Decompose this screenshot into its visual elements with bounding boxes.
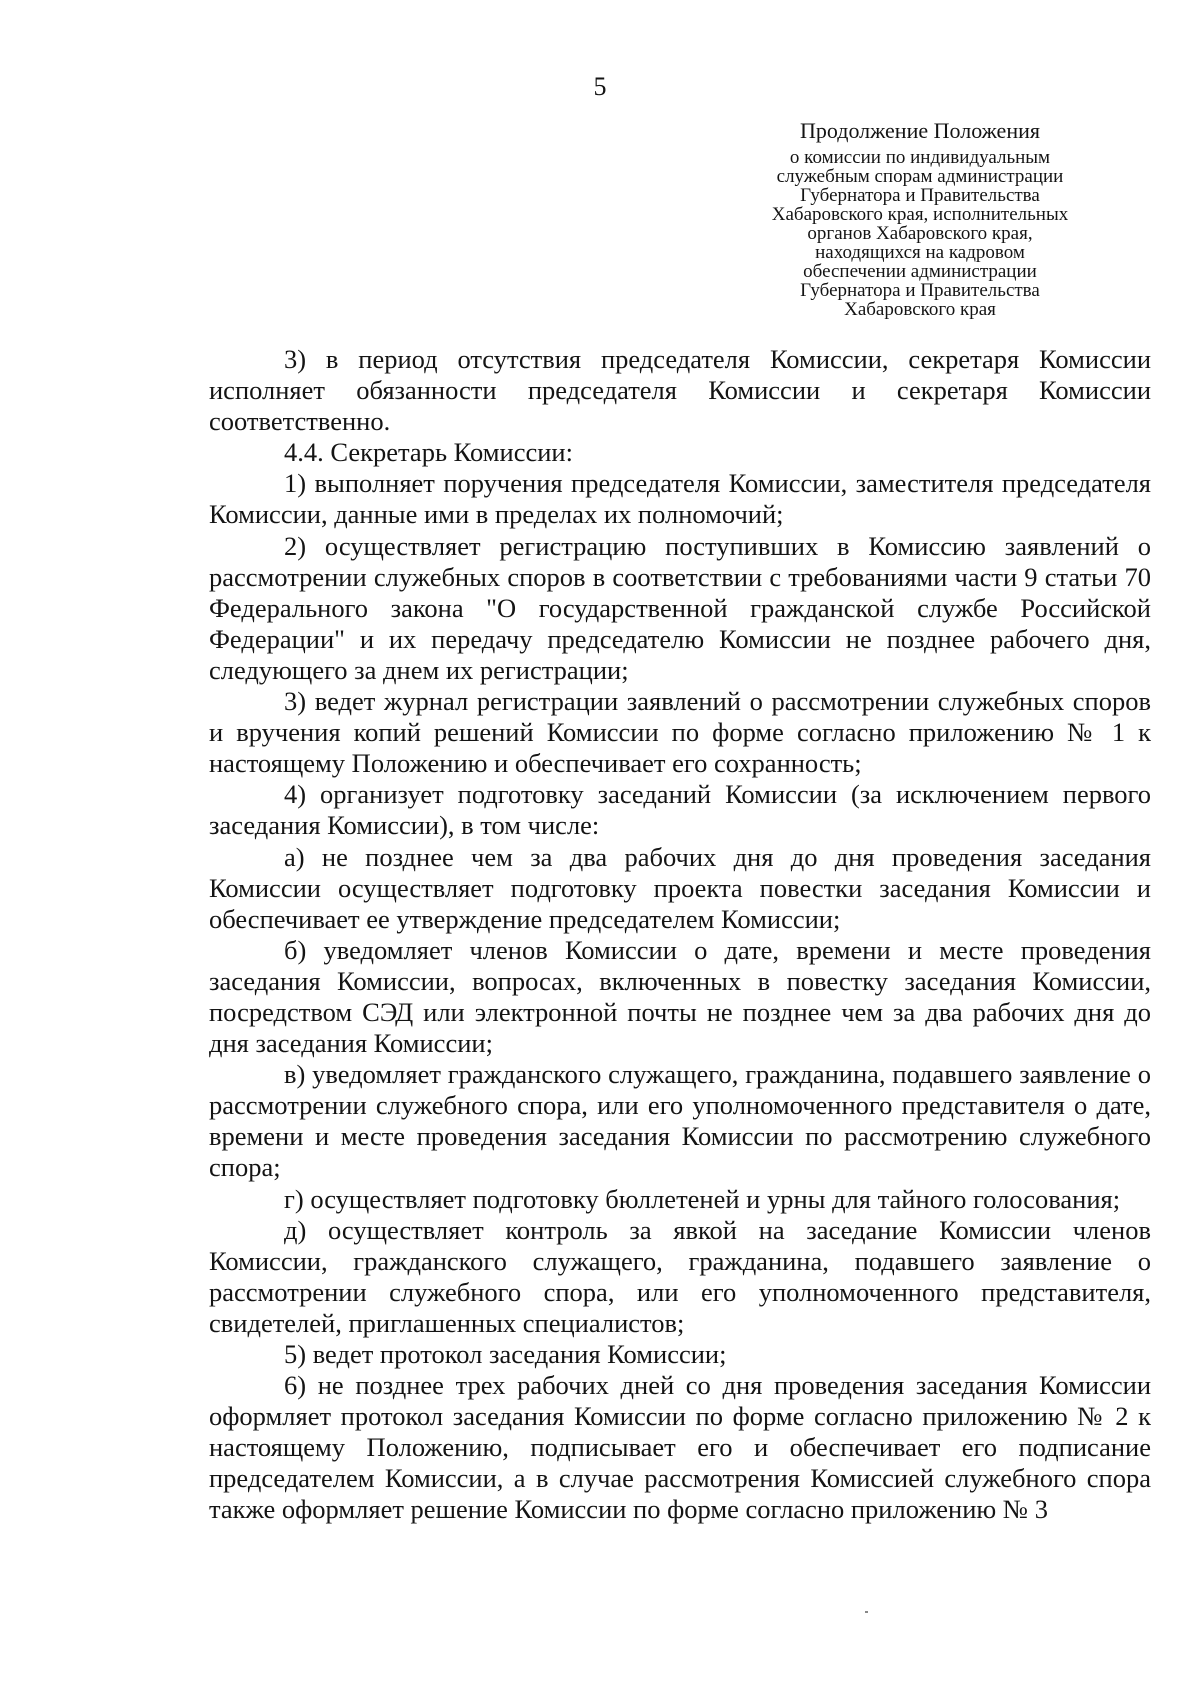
paragraph-subitem-v: в) уведомляет гражданского служащего, гражданина, подавшего заявление о рассмотрении служебного спора, или его уполномоченного представителя о дате, времени и месте проведения заседания Комиссии по рассмотрению служебного спора; <box>209 1059 1151 1183</box>
header-line: Хабаровского края, исполнительных <box>771 204 1069 225</box>
paragraph-item-1: 1) выполняет поручения председателя Комиссии, заместителя председателя Комиссии, данные ими в пределах их полномочий; <box>209 468 1151 530</box>
page-number: 5 <box>593 72 607 101</box>
paragraph-item-4: 4) организует подготовку заседаний Комиссии (за исключением первого заседания Комиссии), в том числе: <box>209 779 1151 841</box>
paragraph-item-3-journal: 3) ведет журнал регистрации заявлений о рассмотрении служебных споров и вручения копий решений Комиссии по форме согласно приложению № 1 к настоящему Положению и обеспечивает его сохранность; <box>209 686 1151 779</box>
header-line: органов Хабаровского края, <box>807 223 1033 244</box>
paragraph-item-2: 2) осуществляет регистрацию поступивших в Комиссию заявлений о рассмотрении служебных споров в соответствии с требованиями части 9 статьи 70 Федерального закона "О государственной гражданской службе Российской Федерации" и их передачу председателю Комиссии не позднее рабочего дня, следующего за днем их регистрации; <box>209 530 1151 685</box>
paragraph-item-6: 6) не позднее трех рабочих дней со дня проведения заседания Комиссии оформляет протокол заседания Комиссии по форме согласно приложению № 2 к настоящему Положению, подписывает его и обеспечивает его подписание председателем Комиссии, а в случае рассмотрения Комиссией служебного спора также оформляет решение Комиссии по форме согласно приложению № 3 <box>209 1370 1151 1525</box>
paragraph-item-5: 5) ведет протокол заседания Комиссии; <box>284 1339 727 1369</box>
header-line: Губернатора и Правительства <box>800 185 1040 206</box>
section-heading-4-4: 4.4. Секретарь Комиссии: <box>284 437 573 468</box>
paragraph-subitem-a: а) не позднее чем за два рабочих дня до дня проведения заседания Комиссии осуществляет подготовку проекта повестки заседания Комиссии и обеспечивает ее утверждение председателем Комиссии; <box>209 841 1151 934</box>
paragraph-item-3-deputy-duties: 3) в период отсутствия председателя Комиссии, секретаря Комиссии исполняет обязанности председателя Комиссии и секретаря Комиссии соответственно. <box>209 344 1151 437</box>
header-line: Хабаровского края <box>844 299 996 320</box>
header-title: Продолжение Положения <box>800 118 1040 143</box>
paragraph-subitem-d: д) осуществляет контроль за явкой на заседание Комиссии членов Комиссии, гражданского служащего, гражданина, подавшего заявление о рассмотрении служебного спора, или его уполномоченного представителя, свидетелей, приглашенных специалистов; <box>209 1214 1151 1338</box>
document-body <box>209 344 1151 1526</box>
paragraph-subitem-b: б) уведомляет членов Комиссии о дате, времени и месте проведения заседания Комиссии, вопросах, включенных в повестку заседания Комиссии, посредством СЭД или электронной почты не позднее чем за два рабочих дня до дня заседания Комиссии; <box>209 934 1151 1059</box>
paragraph-subitem-g: г) осуществляет подготовку бюллетеней и урны для тайного голосования; <box>284 1183 1121 1214</box>
header-line: служебным спорам администрации <box>776 166 1064 187</box>
header-line: находящихся на кадровом <box>815 242 1025 263</box>
continuation-header <box>720 118 1120 319</box>
scan-artifact <box>865 1611 868 1613</box>
header-line: о комиссии по индивидуальным <box>789 147 1051 168</box>
header-line: Губернатора и Правительства <box>800 280 1040 301</box>
header-line: обеспечении администрации <box>803 261 1037 282</box>
